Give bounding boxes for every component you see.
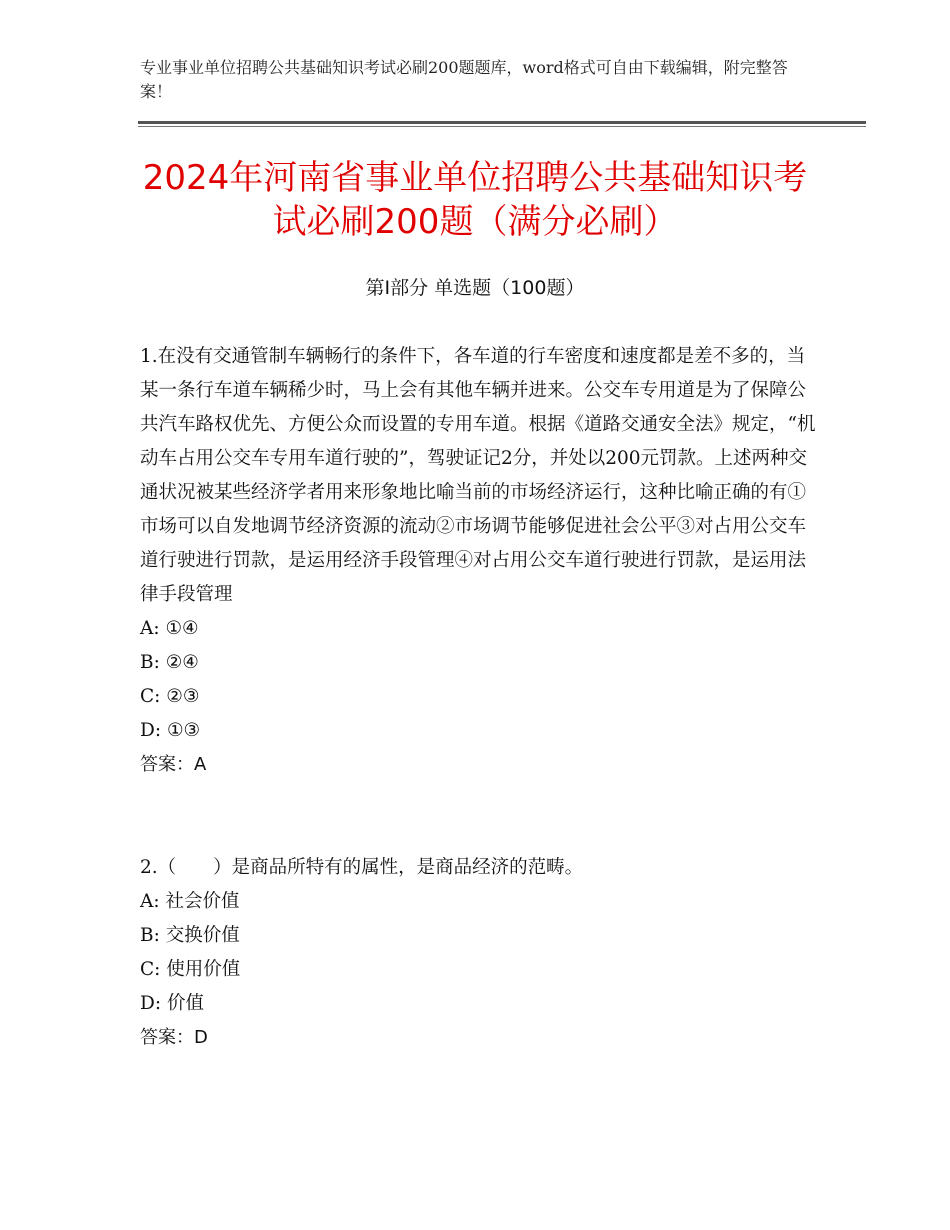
- question-2: [140, 851, 820, 1055]
- document-title-line-1: 2024年河南省事业单位招聘公共基础知识考: [142, 158, 808, 198]
- document-title: [100, 156, 850, 244]
- question-1-answer: 答案：A: [140, 754, 207, 775]
- question-1-option-c: C: ②③: [140, 686, 200, 707]
- question-1-option-a: A: ①④: [140, 618, 199, 639]
- question-2-option-c: C: 使用价值: [140, 959, 241, 980]
- header-divider-thin: [138, 126, 866, 127]
- question-2-option-a: A: 社会价值: [140, 891, 240, 912]
- question-2-text: 2.（ ）是商品所特有的属性，是商品经济的范畴。: [140, 857, 584, 878]
- header-note: 专业事业单位招聘公共基础知识考试必刷200题题库，word格式可自由下载编辑，附完整答案！: [140, 58, 788, 101]
- question-2-answer: 答案：D: [140, 1027, 208, 1048]
- question-1-text: 1.在没有交通管制车辆畅行的条件下，各车道的行车密度和速度都是差不多的，当某一条行车道车辆稀少时，马上会有其他车辆并进来。公交车专用道是为了保障公共汽车路权优先、方便公众而设置的专用车道。根据《道路交通安全法》规定，“机动车占用公交车专用车道行驶的”，驾驶证记2分，并处以200元罚款。上述两种交通状况被某些经济学者用来形象地比喻当前的市场经济运行，这种比喻正确的有①市场可以自发地调节经济资源的流动②市场调节能够促进社会公平③对占用公交车道行驶进行罚款，是运用经济手段管理④对占用公交车道行驶进行罚款，是运用法律手段管理: [140, 346, 816, 605]
- question-1: [140, 340, 820, 782]
- question-1-option-d: D: ①③: [140, 720, 201, 741]
- document-title-line-2: 试必刷200题（满分必刷）: [272, 202, 678, 242]
- header-divider-thick: [138, 121, 866, 124]
- section-title: 第Ⅰ部分 单选题（100题）: [365, 277, 585, 299]
- question-2-option-d: D: 价值: [140, 993, 204, 1014]
- question-2-option-b: B: 交换价值: [140, 925, 240, 946]
- question-1-option-b: B: ②④: [140, 652, 199, 673]
